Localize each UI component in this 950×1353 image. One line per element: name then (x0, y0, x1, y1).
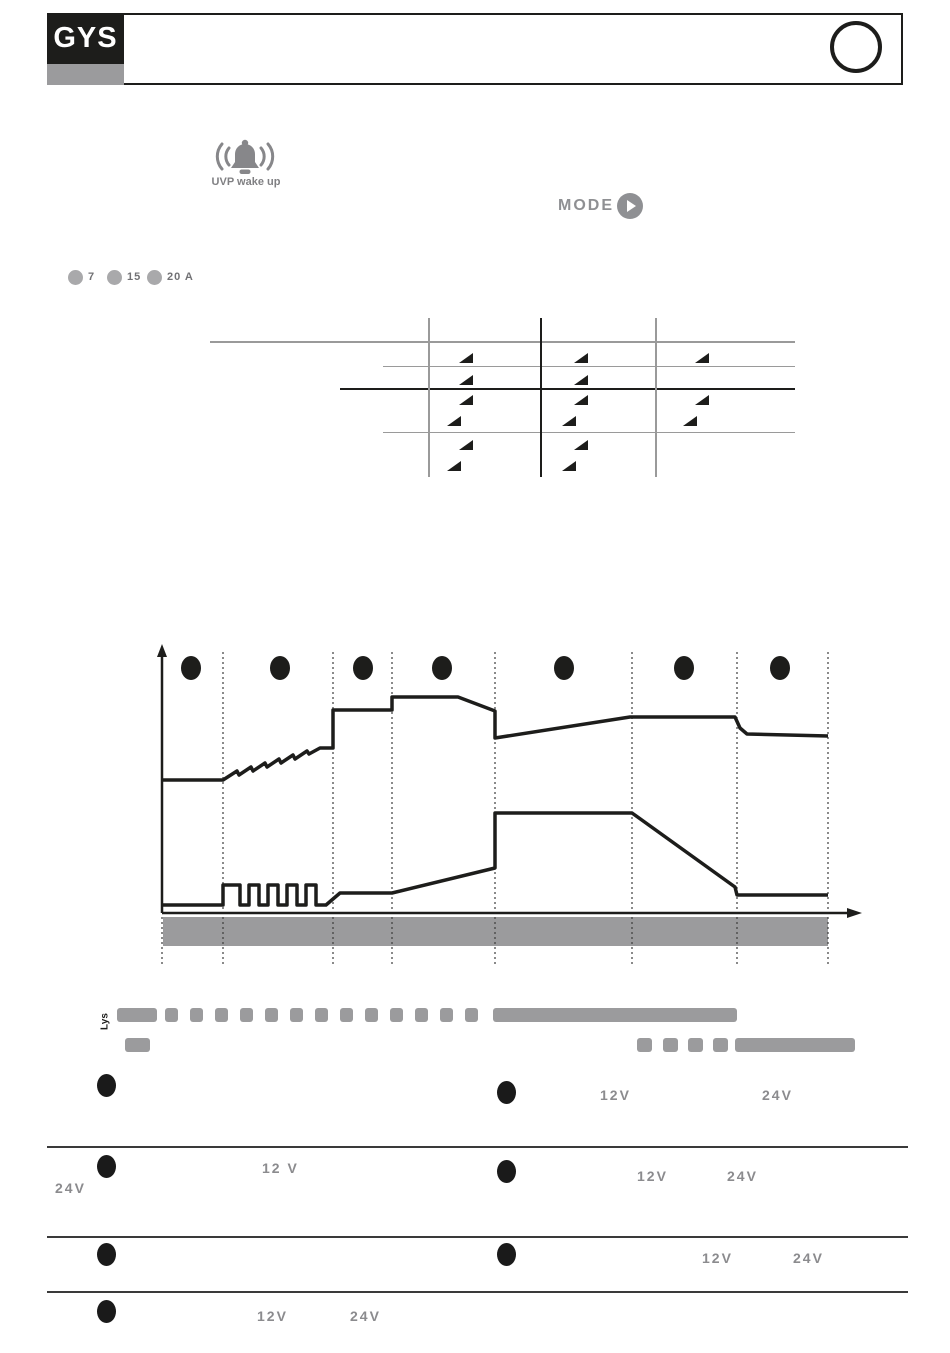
phase-triangle-icon (683, 416, 697, 426)
phase-triangle-icon (574, 395, 588, 405)
charge-led-segment (340, 1008, 353, 1022)
y-axis-arrow (157, 644, 167, 657)
gys-logo (47, 13, 124, 64)
charging-curve-chart (150, 640, 870, 975)
note-bullet-6 (497, 1243, 516, 1266)
charge-led-segment (493, 1008, 737, 1022)
voltage-label: 12 V (262, 1160, 299, 1176)
phase-triangle-icon (562, 461, 576, 471)
phase-triangle-icon (574, 375, 588, 385)
charge-led-segment (390, 1008, 403, 1022)
voltage-label: 12V (600, 1087, 631, 1103)
mode-button (617, 193, 643, 219)
phase-triangle-icon (459, 395, 473, 405)
phase-number-dot (554, 656, 574, 680)
voltage-label: 24V (350, 1308, 381, 1324)
language-flag-circle (830, 21, 882, 73)
note-bullet-4 (497, 1160, 516, 1183)
full-led-segment (637, 1038, 652, 1052)
charge-led-segment (265, 1008, 278, 1022)
note-bullet-2 (497, 1081, 516, 1104)
divider-line (47, 1146, 908, 1148)
charge-led-segment (290, 1008, 303, 1022)
phase-number-dot (270, 656, 290, 680)
current-led-7 (68, 270, 83, 285)
phase-triangle-icon (695, 395, 709, 405)
charge-led-segment (440, 1008, 453, 1022)
mode-label: MODE (558, 197, 614, 214)
charge-led-segment (165, 1008, 178, 1022)
time-bar (163, 917, 828, 946)
lys-label: Lys (99, 1013, 111, 1030)
phase-number-dot (432, 656, 452, 680)
play-arrow-icon (627, 200, 636, 212)
charge-led-segment (117, 1008, 157, 1022)
charge-led-segment (215, 1008, 228, 1022)
phase-triangle-icon (459, 440, 473, 450)
divider-line (47, 1291, 908, 1293)
charge-led-segment (315, 1008, 328, 1022)
full-led-segment (713, 1038, 728, 1052)
charge-led-segment (465, 1008, 478, 1022)
phase-triangle-icon (459, 375, 473, 385)
gys-logo-gray-band (47, 64, 124, 85)
voltage-label: 24V (55, 1180, 86, 1196)
full-led-segment (663, 1038, 678, 1052)
table-vline-3 (655, 318, 657, 477)
uvp-wakeup-bell-icon (213, 138, 277, 178)
phase-triangle-icon (447, 416, 461, 426)
phase-triangle-icon (447, 461, 461, 471)
x-axis-arrow (847, 908, 862, 918)
gys-logo-text: GYS (53, 22, 118, 54)
charge-led-segment (415, 1008, 428, 1022)
uvp-wakeup-label: UVP wake up (211, 176, 281, 188)
current-led-20 (147, 270, 162, 285)
voltage-label: 24V (762, 1087, 793, 1103)
phase-triangle-icon (574, 440, 588, 450)
current-led-15 (107, 270, 122, 285)
charge-led-segment (190, 1008, 203, 1022)
full-led-segment (125, 1038, 150, 1052)
current-led-7-label: 7 (88, 271, 96, 283)
full-led-segment (735, 1038, 855, 1052)
table-line-row1 (383, 366, 795, 367)
charge-led-segment (365, 1008, 378, 1022)
header-frame (47, 13, 903, 85)
phase-triangle-icon (695, 353, 709, 363)
current-led-20-label: 20 A (167, 271, 194, 283)
phase-triangle-icon (562, 416, 576, 426)
charge-led-segment (240, 1008, 253, 1022)
voltage-label: 12V (637, 1168, 668, 1184)
note-bullet-3 (97, 1155, 116, 1178)
phase-number-dot (674, 656, 694, 680)
table-vline-2 (540, 318, 542, 477)
phase-number-dot (770, 656, 790, 680)
voltage-label: 24V (727, 1168, 758, 1184)
table-vline-1 (428, 318, 430, 477)
phase-number-dot (353, 656, 373, 680)
note-bullet-5 (97, 1243, 116, 1266)
table-line-mid (340, 388, 795, 390)
table-line-row3 (383, 432, 795, 433)
current-led-15-label: 15 (127, 271, 142, 283)
current-curve (163, 813, 828, 905)
phase-triangle-icon (574, 353, 588, 363)
note-bullet-7 (97, 1300, 116, 1323)
table-line-top (210, 341, 795, 343)
voltage-label: 24V (793, 1250, 824, 1266)
note-bullet-1 (97, 1074, 116, 1097)
phase-number-dot (181, 656, 201, 680)
divider-line (47, 1236, 908, 1238)
phase-triangle-icon (459, 353, 473, 363)
voltage-label: 12V (702, 1250, 733, 1266)
voltage-label: 12V (257, 1308, 288, 1324)
full-led-segment (688, 1038, 703, 1052)
